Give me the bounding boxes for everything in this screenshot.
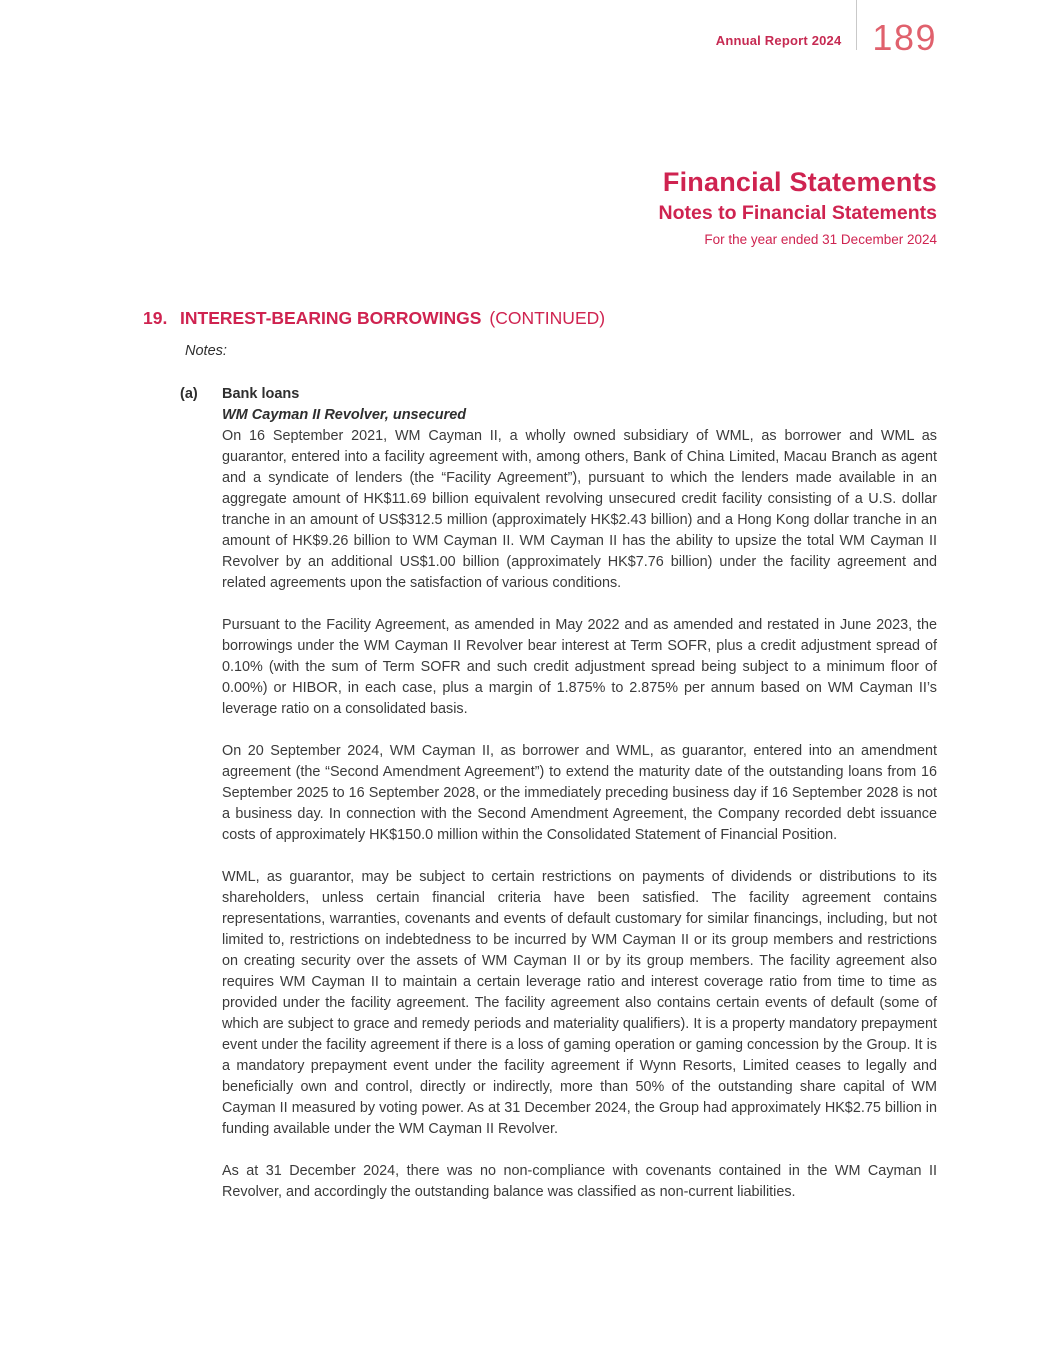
page-number: 189 — [872, 17, 937, 58]
annual-report-label: Annual Report 2024 — [715, 33, 842, 48]
report-period: For the year ended 31 December 2024 — [704, 231, 937, 247]
note-item-a — [180, 384, 937, 1203]
item-body — [222, 384, 937, 1203]
page-header — [716, 0, 937, 56]
section-number: 19. — [143, 308, 168, 328]
item-heading: Bank loans — [222, 386, 300, 402]
paragraph-2: Pursuant to the Facility Agreement, as amended in May 2022 and as amended and restated in June 2023, the borrowings under the WM Cayman II Revolver bear interest at Term SOFR, plus a credit adjustment spread of 0.10% (with the sum of Term SOFR and such credit adjustment spread being subject to a minimum floor of 0.00%) or HIBOR, in each case, plus a margin of 1.875% to 2.875% per annum based on WM Cayman II’s leverage ratio on a consolidated basis. — [222, 617, 937, 717]
paragraph-3: On 20 September 2024, WM Cayman II, as borrower and WML, as guarantor, entered into an amendment agreement (the “Second Amendment Agreement”) to extend the maturity date of the outstanding loans from 16 September 2025 to 16 September 2028, or the immediately preceding business day if 16 September 2028 is not a business day. In connection with the Second Amendment Agreement, the Company recorded debt issuance costs of approximately HK$150.0 million within the Consolidated Statement of Financial Position. — [222, 743, 937, 843]
paragraph-4: WML, as guarantor, may be subject to certain restrictions on payments of dividends or distributions to its shareholders, unless certain financial criteria have been satisfied. The facility agreement contains representations, warranties, covenants and events of default customary for similar financings, including, but not limited to, restrictions on indebtedness to be incurred by WM Cayman II or its group members and restrictions on creating security over the assets of WM Cayman II or by its group members. The facility agreement also requires WM Cayman II to maintain a certain leverage ratio and interest coverage ratio from time to time as provided under the facility agreement. The facility agreement also contains certain events of default (some of which are subject to grace and remedy periods and materiality qualifiers). It is a property mandatory prepayment event under the facility agreement if there is a loss of gaming operation or gaming concession by the Group. It is a mandatory prepayment event under the facility agreement if Wynn Resorts, Limited ceases to legally and beneficially own and control, directly or indirectly, more than 50% of the outstanding share capital of WM Cayman II measured by voting power. As at 31 December 2024, the Group had approximately HK$2.75 billion in funding available under the WM Cayman II Revolver. — [222, 869, 937, 1137]
notes-label: Notes: — [185, 343, 227, 359]
item-letter: (a) — [180, 386, 198, 402]
header-divider — [856, 0, 857, 50]
paragraph-5: As at 31 December 2024, there was no non-compliance with covenants contained in the WM Cayman II Revolver, and accordingly the outstanding balance was classified as non-current liabilities. — [222, 1163, 937, 1200]
section-continued-label: (CONTINUED) — [489, 308, 606, 328]
title-block — [659, 166, 937, 248]
paragraph-1: On 16 September 2021, WM Cayman II, a wholly owned subsidiary of WML, as borrower and WML as guarantor, entered into a facility agreement with, among others, Bank of China Limited, Macau Branch as agent and a syndicate of lenders (the “Facility Agreement”), pursuant to which the lenders made available in an aggregate amount of HK$11.69 billion equivalent revolving unsecured credit facility consisting of a U.S. dollar tranche in an amount of US$312.5 million (approximately HK$2.43 billion) and a Hong Kong dollar tranche in an amount of HK$9.26 billion to WM Cayman II. WM Cayman II has the ability to upsize the total WM Cayman II Revolver by an additional US$1.00 billion (approximately HK$7.76 billion) under the facility agreement and related agreements upon the satisfaction of various conditions. — [222, 428, 937, 591]
report-title: Financial Statements — [662, 167, 937, 197]
item-subheading: WM Cayman II Revolver, unsecured — [222, 407, 467, 423]
section-content — [143, 306, 937, 1203]
section-heading — [143, 306, 937, 330]
report-subtitle: Notes to Financial Statements — [658, 202, 937, 225]
section-title: INTEREST-BEARING BORROWINGS — [180, 308, 482, 328]
